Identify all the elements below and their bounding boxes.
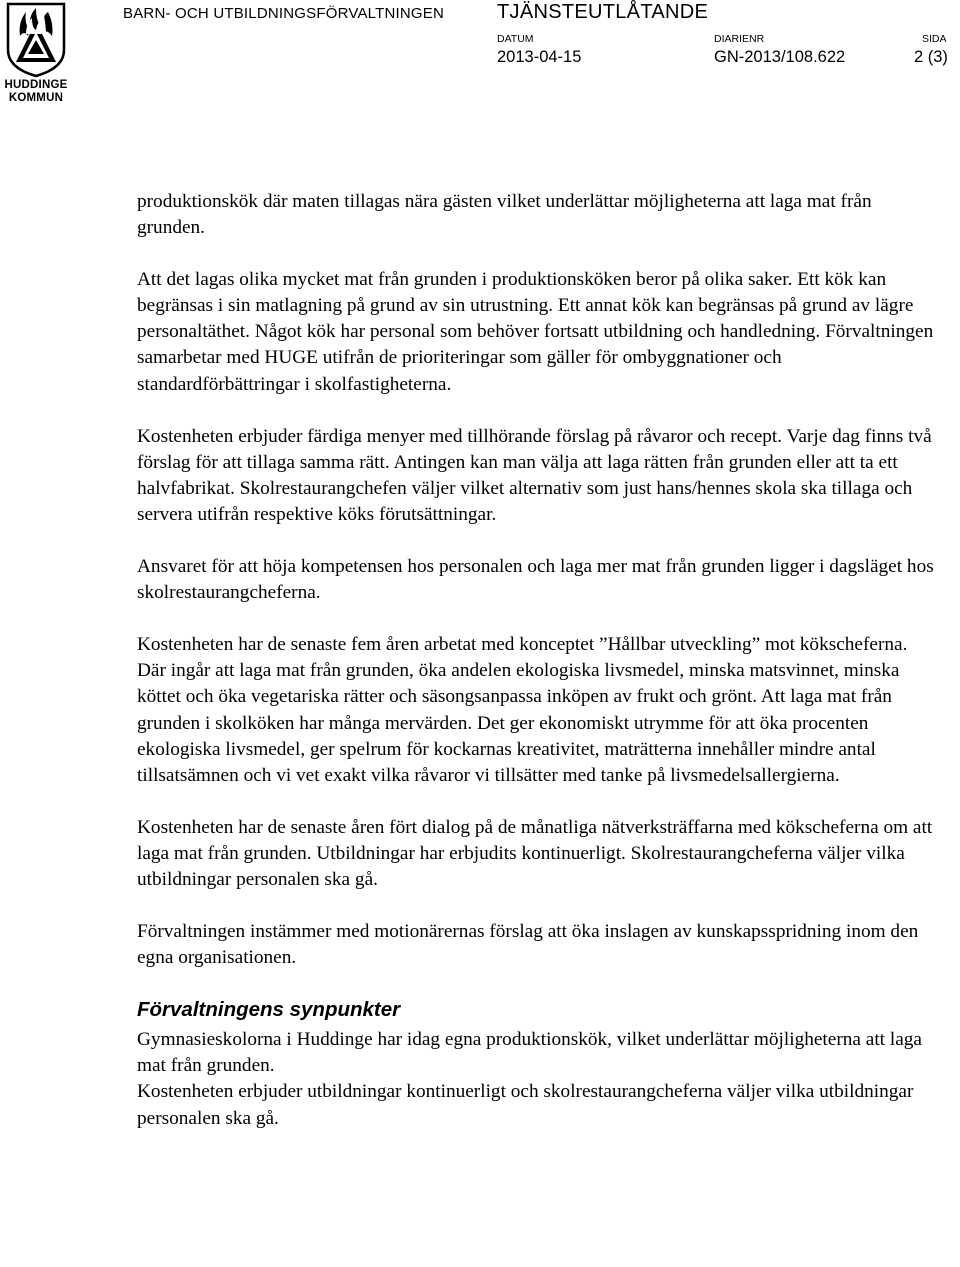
section-heading: Förvaltningens synpunkter bbox=[137, 998, 401, 1022]
sida-value: 2 (3) bbox=[914, 48, 948, 66]
paragraph-5: Kostenheten har de senaste fem åren arbetat med konceptet ”Hållbar utveckling” mot kökscheferna. Där ingår att laga mat från grunden, öka andelen ekologiska livsmedel, minska matsvinnet, minska köttet och öka vegetariska rätter och säsongsanpassa inköpen av frukt och grönt. Att laga mat från grunden i skolköken har många mervärden. Det ger ekonomiskt utrymme för att öka procenten ekologiska livsmedel, ger spelrum för kockarnas kreativitet, maträtterna innehåller mindre antal tillsatsämnen och vi vet exakt vilka råvaror vi tillsätter med tanke på livsmedelsallergierna. bbox=[137, 634, 908, 786]
logo-text-line-2: KOMMUN bbox=[8, 92, 64, 104]
diarienr-value: GN-2013/108.622 bbox=[714, 48, 846, 66]
paragraph-8: Gymnasieskolorna i Huddinge har idag egna produktionskök, vilket underlättar möjligheterna att laga mat från grunden. bbox=[137, 1029, 922, 1077]
datum-value: 2013-04-15 bbox=[497, 48, 582, 66]
diarienr-label: DIARIENR bbox=[714, 33, 765, 45]
document-body bbox=[137, 189, 937, 1132]
paragraph-2: Att det lagas olika mycket mat från grunden i produktionsköken beror på olika saker. Ett kök kan begränsas i sin matlagning på grund av sin utrustning. Ett annat kök kan begränsas på grund av lägre personaltäthet. Något kök har personal som behöver fortsatt utbildning och handledning. Förvaltningen samarbetar med HUGE utifrån de prioriteringar som gäller för ombyggnationer och standardförbättringar i skolfastigheterna. bbox=[137, 269, 934, 395]
sida-label: SIDA bbox=[922, 33, 947, 45]
paragraph-3: Kostenheten erbjuder färdiga menyer med tillhörande förslag på råvaror och recept. Varje dag finns två förslag för att tillaga samma rätt. Antingen kan man välja att laga rätten från grunden eller att ta ett halvfabrikat. Skolrestaurangchefen väljer vilket alternativ som just hans/hennes skola ska tillaga och servera utifrån respektive köks förutsättningar. bbox=[137, 425, 932, 525]
logo-text bbox=[0, 79, 72, 105]
organization-name: BARN- OCH UTBILDNINGSFÖRVALTNINGEN bbox=[123, 5, 445, 22]
paragraph-7: Förvaltningen instämmer med motionärernas förslag att öka inslagen av kunskapsspridning inom den egna organisationen. bbox=[137, 921, 919, 969]
paragraph-9: Kostenheten erbjuder utbildningar kontinuerligt och skolrestaurangcheferna väljer vilka utbildningar personalen ska gå. bbox=[137, 1081, 914, 1129]
municipal-crest-icon bbox=[6, 2, 66, 78]
paragraph-1: produktionskök där maten tillagas nära gästen vilket underlättar möjligheterna att laga mat från grunden. bbox=[137, 191, 872, 239]
paragraph-4: Ansvaret för att höja kompetensen hos personalen och laga mer mat från grunden ligger i dagsläget hos skolrestaurangcheferna. bbox=[137, 556, 934, 604]
logo-text-line-1: HUDDINGE bbox=[4, 79, 68, 91]
paragraph-6: Kostenheten har de senaste åren fört dialog på de månatliga nätverksträffarna med kökscheferna om att laga mat från grunden. Utbildningar har erbjudits kontinuerligt. Skolrestaurangcheferna väljer vilka utbildningar personalen ska gå. bbox=[137, 816, 933, 890]
huddinge-kommun-logo bbox=[0, 0, 72, 108]
datum-label: DATUM bbox=[497, 33, 534, 45]
document-type: TJÄNSTEUTLÅTANDE bbox=[497, 1, 709, 23]
